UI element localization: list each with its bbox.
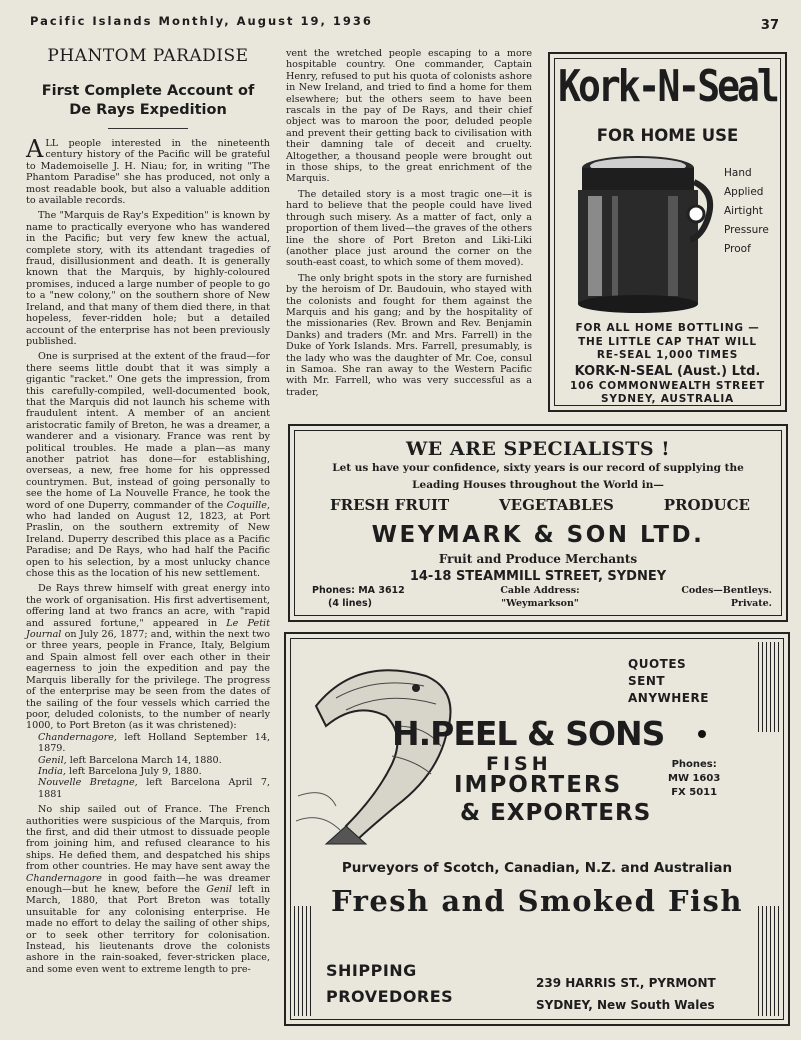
phone-number: MW 1603 <box>668 773 721 784</box>
ship-entry <box>26 777 270 800</box>
ad-subtitle: Fruit and Produce Merchants <box>438 552 638 566</box>
article-paragraph: The detailed story is a most tragic one—it is hard to believe that the people could have lived through such misery. As a matter of fact, only a proportion of them lived—the graves of the others line the shore of Port Breton and Liki-Liki (another place just around the corner on the south-east coast, to which some of them moved). <box>286 188 532 269</box>
shipping-line: SHIPPING <box>326 961 417 980</box>
phones-lines: (4 lines) <box>328 598 372 609</box>
product-label: VEGETABLES <box>499 496 614 514</box>
ship-entry <box>26 766 270 777</box>
feature-label: Proof <box>724 243 751 255</box>
copy-line: THE LITTLE CAP THAT WILL <box>578 335 757 348</box>
ad-company: H.PEEL & SONS <box>392 714 665 753</box>
ship-name: India, <box>38 765 66 777</box>
cable-label: Cable Address: <box>500 585 580 596</box>
codes-value: Private. <box>730 598 772 609</box>
kork-n-seal-ad <box>548 52 787 412</box>
cable-value: "Weymarkson" <box>501 598 579 609</box>
title-rule <box>108 128 188 129</box>
phone-number: FX 5011 <box>671 787 718 798</box>
article-column-2 <box>286 48 532 402</box>
ad-address <box>550 380 785 406</box>
phones-block <box>668 758 720 800</box>
quotes-line: ANYWHERE <box>628 691 709 705</box>
article-paragraph <box>26 135 270 207</box>
feature-label: Hand <box>724 167 752 179</box>
bullet-dot <box>698 730 706 738</box>
paragraph-text: One is surprised at the extent of the fraud—for there seems little doubt that it was simply a gigantic "racket." One gets the impression, from this carefully-compiled, well-documented book, that the Marquis did not launch his scheme with fraudulent intent. A member of an ancient aristocratic family of Breton, he was a dreamer, a wanderer and a visionary. France was rent by political troubles. He made a plan—as many another patriot has done—for establishing, overseas, a new, free home for his oppressed countrymen. But, instead of going personally to see the home of La Nouvelle France, he took the word of one Duperry, commander of the <box>26 351 270 511</box>
purveyors-line: Purveyors of Scotch, Canadian, N.Z. and Australian <box>341 860 733 876</box>
exporters-line: & EXPORTERS <box>460 800 652 826</box>
ad-codes <box>681 584 772 610</box>
ship-date: left Barcelona March 14, 1880. <box>66 754 222 766</box>
article-paragraph: vent the wretched people escaping to a more hospitable country. One commander, Captain Henry, refused to put his quota of colonists ashore in New Ireland, and tried to find a home for them elsewhere; but the others seem to have been rascals in the pay of De Rays, and their chief object was to maroon the poor, deluded people and prevent their getting back to civilisation with their damning tale of deceit and cruelty. Altogether, a thousand people were brought out in those ships, to the great enrichment of the Marquis. <box>286 48 532 185</box>
ship-date: left Barcelona July 9, 1880. <box>65 765 202 777</box>
paragraph-text: on July 26, 1877; and, within the next two or three years, people in France, Italy, Belgium and Spain almost fell over each other in their eagerness to join the expedition and pay the Marquis liberally for the privilege. The progress of the enterprise may be seen from the dates of the sailing of the four vessels which carried the poor, deluded colonists, to the number of nearly 1000, to Port Breton (as it was christened): <box>26 629 270 732</box>
fish-eye <box>412 684 420 692</box>
article-paragraph: The "Marquis de Ray's Expedition" is known by name to practically everyone who has wandered in the Pacific; but very few knew the actual, complete story, with its attendant tragedies of fraud, disillusionment and death. It is generally known that the Marquis, by highly-coloured promises, induced a large number of people to go to a "new colony," on the southern shore of New Ireland, and that many of them died there, in that hopeless, fever-ridden hole; but a detailed account of the enterprise has not been previously published. <box>26 210 270 347</box>
ad-bottling-copy <box>550 322 785 363</box>
ad-phones <box>312 584 405 610</box>
jar-glare-left <box>588 196 602 296</box>
article-paragraph <box>26 583 270 731</box>
ad-company: WEYMARK & SON LTD. <box>371 522 705 548</box>
ship-name: Genil <box>206 884 232 895</box>
codes-label: Codes—Bentleys. <box>681 585 772 596</box>
address-line: SYDNEY, New South Wales <box>536 998 715 1012</box>
water-splash-2 <box>296 818 341 831</box>
decorative-rules-right-top <box>758 642 780 732</box>
article-paragraph <box>26 804 270 975</box>
ad-features <box>724 164 769 259</box>
fish-line: FISH <box>486 753 552 775</box>
ship-date: left Barcelona April 7, 1881 <box>38 777 271 800</box>
ship-date: left Holland September 14, 1879. <box>38 731 270 755</box>
address-line: 239 HARRIS ST., PYRMONT <box>536 976 716 990</box>
article-paragraph: The only bright spots in the story are furnished by the heroism of Dr. Baudouin, who stayed with the colonists and fought for them against the Marquis and his gang; and by the hospitality of the missionaries (Rev. Brown and Rev. Benjamin Danks) and traders (Mr. and Mrs. Farrell) in the Duke of York Islands. Mrs. Farrell, presumably, is the lady who was the daughter of Mr. Coe, consul in Samoa. She ran away to the Western Pacific with Mr. Farrell, who was very successful as a trader, <box>286 272 532 398</box>
feature-label: Airtight <box>724 205 763 217</box>
article-column-1 <box>26 135 271 979</box>
shipping-block <box>326 958 453 1010</box>
product-label: PRODUCE <box>663 496 750 514</box>
jar-cap <box>582 168 694 190</box>
fresh-smoked-line: Fresh and Smoked Fish <box>331 884 743 918</box>
phones-label: Phones: <box>671 759 717 770</box>
weymark-ad <box>288 424 788 622</box>
water-splash-1 <box>298 793 336 806</box>
ad-brand: Kork-N-Seal <box>558 60 777 112</box>
phones-label: Phones: MA 3612 <box>312 585 405 596</box>
ship-entry <box>26 755 270 766</box>
article-paragraph <box>26 351 270 579</box>
article-subtitle <box>26 82 270 120</box>
jar-glare-right <box>668 196 678 296</box>
decorative-rules-left <box>294 906 312 1016</box>
peel-and-sons-ad <box>284 632 790 1026</box>
running-header: Pacific Islands Monthly, August 19, 1936 <box>30 14 373 28</box>
product-list <box>330 496 750 514</box>
quotes-line: SENT <box>628 674 666 688</box>
drop-cap: A <box>26 135 44 163</box>
ship-name: Nouvelle Bretagne, <box>38 777 138 789</box>
fish-belly <box>326 710 397 766</box>
jar-clip-pivot <box>688 206 704 222</box>
ship-name: Coquille <box>226 499 267 511</box>
article-subtitle-line-1: First Complete Account of <box>41 83 255 99</box>
jar-base <box>578 295 698 313</box>
paragraph-text: left in March, 1880, that Port Breton was totally unsuitable for any colonising enterprise. He made no effort to delay the sailing of other ships, or to seek other territory for colonisation. Instead, his lieutenants drove the colonists ashore in the rain-soaked, fever-stricken place, and some even went to extreme length to pre- <box>26 884 270 975</box>
fish-body <box>316 670 451 841</box>
ad-copy-line: Let us have your confidence, sixty years is our record of supplying the <box>332 462 744 474</box>
ad-tagline: FOR HOME USE <box>596 126 739 145</box>
ad-headline: WE ARE SPECIALISTS ! <box>405 438 671 460</box>
feature-label: Pressure <box>724 224 769 236</box>
jar-illustration <box>568 152 718 314</box>
quotes-line: QUOTES <box>628 657 687 671</box>
paragraph-text: LL people interested in the nineteenth century history of the Pacific will be grateful to Mademoiselle J. H. Niau; for, in writing "The Phantom Paradise" she has produced, not only a most readable book, but also a valuable addition to available records. <box>26 138 270 207</box>
paragraph-text: , who had landed on August 12, 1823, at Port Praslin, on the southern extremity of New Ireland. Duperry described this place as a Pacific Paradise; and De Rays, who had half the Pacific open to his selection, by a most unlucky chance chose this as the location of his new settlement. <box>26 499 270 580</box>
decorative-rules-right-bottom <box>758 906 780 1016</box>
article-subtitle-line-2: De Rays Expedition <box>69 102 227 118</box>
product-label: FRESH FRUIT <box>330 496 450 514</box>
quotes-block <box>628 656 709 707</box>
article-title: PHANTOM PARADISE <box>47 46 249 66</box>
importers-line: IMPORTERS <box>454 772 623 798</box>
ad-cable <box>470 584 610 610</box>
ship-name: Chandernagore <box>26 872 102 884</box>
ad-company: KORK-N-SEAL (Aust.) Ltd. <box>574 364 761 379</box>
ad-copy-line: Leading Houses throughout the World in— <box>412 479 664 491</box>
jar-glare-mid <box>612 196 618 296</box>
paragraph-text: No ship sailed out of France. The French authorities were suspicious of the Marquis, from the first, and did their utmost to dissuade people from joining him, and refused clearance to his ships. He defied them, and despatched his ships from other countries. He may have sent away the <box>26 804 270 873</box>
address-block <box>536 972 716 1016</box>
ship-name: Genil, <box>38 754 67 766</box>
paragraph-text: De Rays threw himself with great energy into the work of organisation. His first advertisement, offering land at two francs an acre, with "rapid and assured fortune," appeared in <box>26 583 270 629</box>
copy-line: FOR ALL HOME BOTTLING — <box>575 322 760 334</box>
address-line: 106 COMMONWEALTH STREET <box>570 380 765 392</box>
ship-entry <box>26 732 270 755</box>
newspaper-name: Le Petit Journal <box>26 617 270 641</box>
address-line: SYDNEY, AUSTRALIA <box>601 393 734 405</box>
feature-label: Applied <box>724 186 764 198</box>
paragraph-text: in good faith—he was dreamer enough—but he knew, before the <box>26 872 270 895</box>
ad-address: 14-18 STEAMMILL STREET, SYDNEY <box>409 569 667 584</box>
copy-line: RE-SEAL 1,000 TIMES <box>596 349 739 361</box>
ship-name: Chandernagore, <box>38 731 117 743</box>
page-number: 37 <box>760 18 779 33</box>
shipping-line: PROVEDORES <box>326 987 454 1006</box>
